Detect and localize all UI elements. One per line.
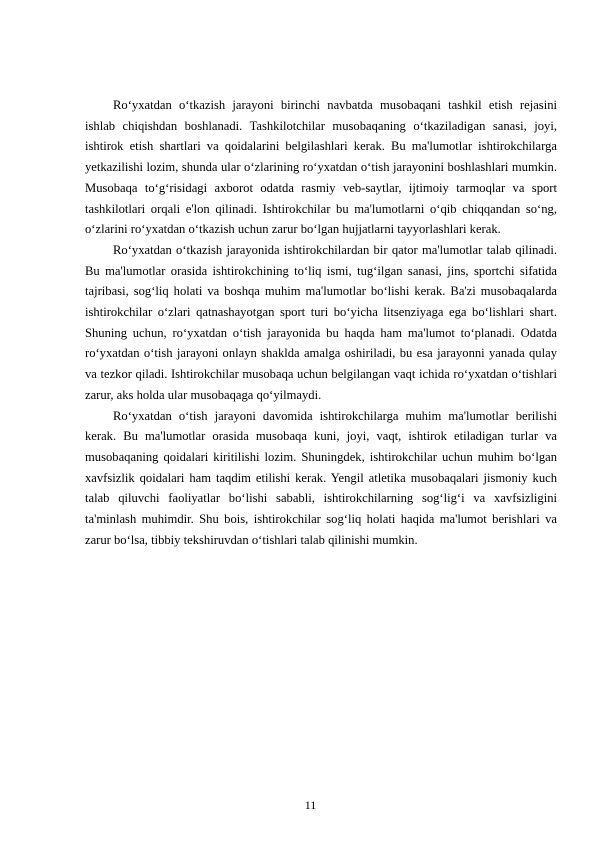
paragraph-registration-planning: Ro‘yxatdan o‘tkazish jarayoni birinchi navbatda musobaqani tashkil etish rejasini ishlab chiqishdan boshlanadi. Tashkilotchilar musobaqaning o‘tkaziladigan sanasi, joyi, ishtirok etish shartlari va qoidalarini belgilashlari kerak. Bu ma'lumotlar ishtirokchilarga yetkazilishi lozim, shunda ular o‘zlarining ro‘yxatdan o‘tish jarayonini boshlashlari mumkin. Musobaqa to‘g‘risidagi axborot odatda rasmiy veb-saytlar, ijtimoiy tarmoqlar va sport tashkilotlari orqali e'lon qilinadi. Ishtirokchilar bu ma'lumotlarni o‘qib chiqqandan so‘ng, o‘zlarini ro‘yxatdan o‘tkazish uchun zarur bo‘lgan hujjatlarni tayyorlashlari kerak. [85,98,557,237]
paragraph-required-information: Ro‘yxatdan o‘tkazish jarayonida ishtirokchilardan bir qator ma'lumotlar talab qilinadi. Bu ma'lumotlar orasida ishtirokchining to‘liq ismi, tug‘ilgan sanasi, jins, sportchi sifatida tajribasi, sog‘liq holati va boshqa muhim ma'lumotlar bo‘lishi kerak. Ba'zi musobaqalarda ishtirokchilar o‘zlari qatnashayotgan sport turi bo‘yicha litsenziyaga ega bo‘lishlari shart. Shuning uchun, ro‘yxatdan o‘tish jarayonida bu haqda ham ma'lumot to‘planadi. Odatda ro‘yxatdan o‘tish jarayoni onlayn shaklda amalga oshiriladi, bu esa jarayonni yanada qulay va tezkor qiladi. Ishtirokchilar musobaqa uchun belgilangan vaqt ichida ro‘yxatdan o‘tishlari zarur, aks holda ular musobaqaga qo‘yilmaydi. [85,242,557,402]
document-body [85,95,557,550]
paragraph-participant-briefing: Ro‘yxatdan o‘tish jarayoni davomida ishtirokchilarga muhim ma'lumotlar berilishi kerak. Bu ma'lumotlar orasida musobaqa kuni, joyi, vaqt, ishtirok etiladigan turlar va musobaqaning qoidalari kiritilishi lozim. Shuningdek, ishtirokchilar uchun muhim bo‘lgan xavfsizlik qoidalari ham taqdim etilishi kerak. Yengil atletika musobaqalari jismoniy kuch talab qiluvchi faoliyatlar bo‘lishi sababli, ishtirokchilarning sog‘lig‘i va xavfsizligini ta'minlash muhimdir. Shu bois, ishtirokchilar sog‘liq holati haqida ma'lumot berishlari va zarur bo‘lsa, tibbiy tekshiruvdan o‘tishlari talab qilinishi mumkin. [85,408,557,547]
page-number: 11 [304,798,317,812]
